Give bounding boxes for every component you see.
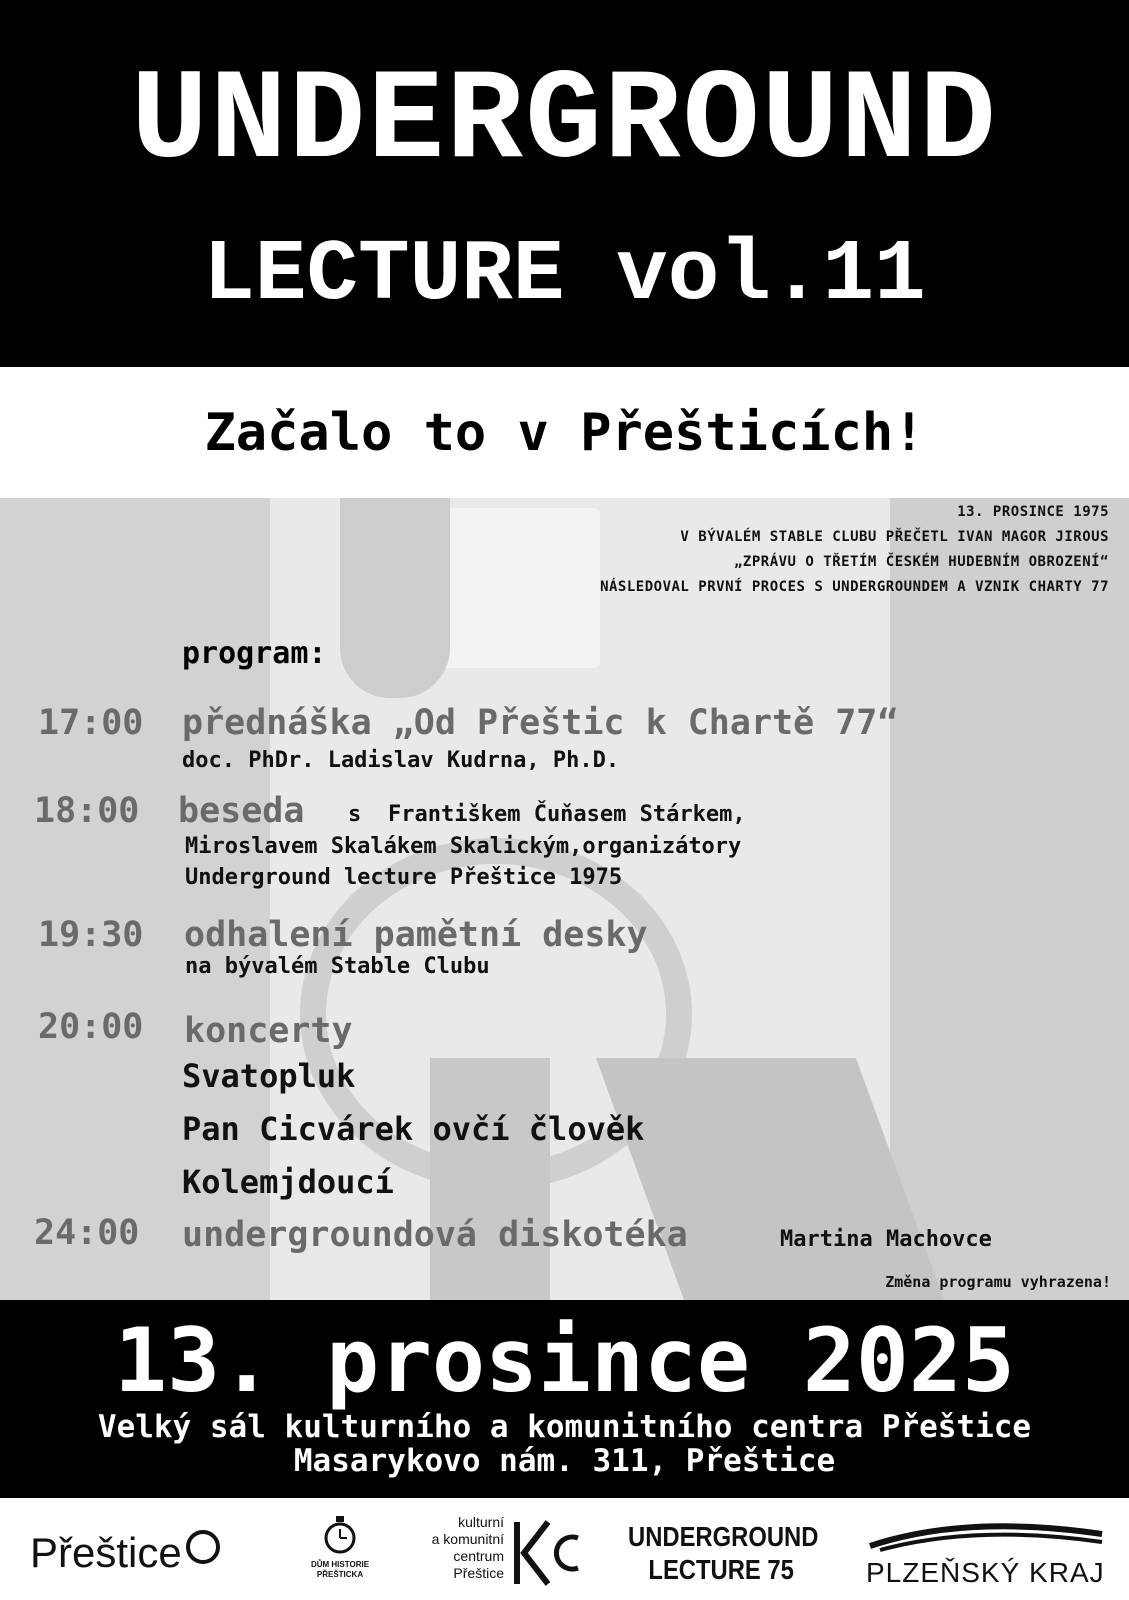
prestice-mark-icon [186,1530,220,1564]
program-note: Změna programu vyhrazena! [885,1273,1111,1291]
event-address: Masarykovo nám. 311, Přeštice [293,1443,836,1479]
dum-historie-line: PŘEŠTICKA [316,1570,364,1579]
program-time: 18:00 [34,791,140,831]
kkc-line: a komunitní [431,1531,504,1547]
program-title: koncerty [184,1011,353,1051]
tagline: Začalo to v Přešticích! [204,403,925,463]
program-detail: Martina Machovce [780,1227,992,1252]
program-heading: program: [182,636,327,671]
program-time: 24:00 [34,1213,140,1253]
program-title: odhalení pamětní desky [184,915,648,955]
ul75-line: UNDERGROUND [628,1521,819,1552]
plzensky-kraj-swoosh-icon [866,1516,1106,1552]
program-title: beseda [178,791,305,831]
program-title: přednáška „Od Přeštic k Chartě 77“ [182,703,899,743]
ul75-line: LECTURE 75 [648,1554,794,1585]
background-photo [0,498,1129,1300]
program-detail: Underground lecture Přeštice 1975 [185,865,623,890]
event-date: 13. prosince 2025 [114,1309,1015,1412]
event-venue: Velký sál kulturního a komunitního centra Přeštice [97,1409,1032,1445]
prestice-logo [30,1528,220,1578]
clock-icon [300,1512,380,1556]
dum-historie-logo [300,1512,380,1592]
kkc-logo-text [410,1514,504,1582]
history-line: 13. PROSINCE 1975 [957,504,1109,520]
poster-subtitle: LECTURE vol.11 [203,226,926,324]
program-detail: doc. PhDr. Ladislav Kudrna, Ph.D. [182,748,620,773]
poster-title: UNDERGROUND [131,50,998,195]
band-name: Kolemjdoucí [182,1163,394,1201]
program-title: undergroundová diskotéka [182,1215,688,1255]
program-time: 19:30 [38,915,144,955]
program-time: 20:00 [38,1007,144,1047]
kkc-line: Přeštice [453,1565,504,1581]
prestice-logo-text: Přeštice [30,1529,182,1576]
kkc-icon [512,1520,584,1586]
band-name: Pan Cicvárek ovčí člověk [182,1110,645,1148]
history-line: NÁSLEDOVAL PRVNÍ PROCES S UNDERGROUNDEM A VZNIK CHARTY 77 [600,579,1109,595]
history-line: V BÝVALÉM STABLE CLUBU PŘEČETL IVAN MAGOR JIROUS [680,529,1109,545]
dum-historie-line: DŮM HISTORIE [310,1560,370,1569]
program-time: 17:00 [38,703,144,743]
kkc-line: centrum [453,1548,504,1564]
program-detail: na bývalém Stable Clubu [185,954,490,979]
program-detail: Františkem Čuňasem Stárkem, [388,802,746,827]
band-name: Svatopluk [182,1057,356,1095]
history-line: „ZPRÁVU O TŘETÍM ČESKÉM HUDEBNÍM OBROZENÍ“ [733,554,1109,570]
kkc-line: kulturní [458,1514,504,1530]
program-detail: Miroslavem Skalákem Skalickým,organizátory [185,834,742,859]
sponsor-logos [0,1498,1129,1600]
program-connector: s [348,802,362,827]
ul75-logo [628,1520,818,1586]
plzensky-kraj-text: PLZEŇSKÝ KRAJ [866,1557,1105,1588]
